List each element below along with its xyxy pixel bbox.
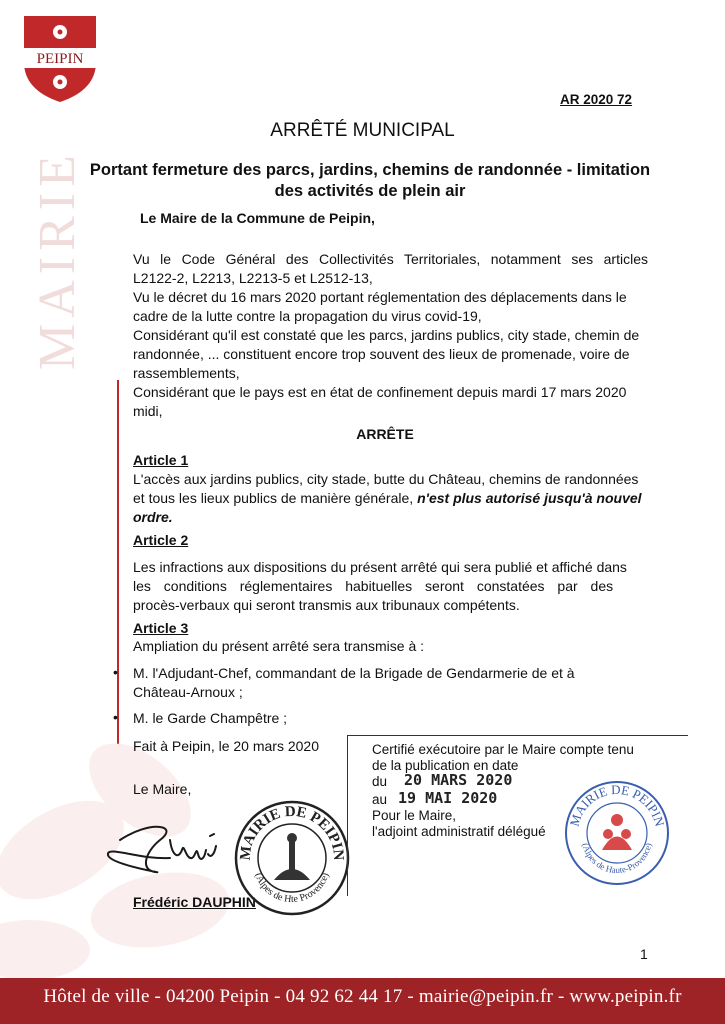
article-text: et tous les lieux publics de manière générale,: [133, 490, 418, 506]
arrete-heading: ARRÊTE: [356, 426, 414, 442]
fait-date: Fait à Peipin, le 20 mars 2020: [133, 738, 319, 754]
bullet-line: M. l'Adjudant-Chef, commandant de la Brigade de Gendarmerie de et à: [133, 665, 575, 681]
reference-number: AR 2020 72: [560, 92, 633, 107]
page-subtitle: [80, 160, 660, 202]
article-line: [133, 508, 648, 527]
article-line: les conditions réglementaires habituelles seront constatées par des: [133, 578, 614, 594]
article-line: L'accès aux jardins publics, city stade, butte du Château, chemins de randonnées: [133, 471, 639, 487]
considerant-line: cadre de la lutte contre la propagation du virus covid-19,: [133, 308, 482, 324]
page-title: ARRÊTÉ MUNICIPAL: [270, 120, 455, 141]
article-emphasis: ordre.: [133, 509, 173, 525]
footer-contact: Hôtel de ville - 04200 Peipin - 04 92 62 44 17 - mairie@peipin.fr - www.peipin.fr: [43, 986, 682, 1007]
cert-line: Pour le Maire,: [372, 808, 457, 823]
considerant-line: rassemblements,: [133, 365, 240, 381]
peipin-crest-logo: [20, 12, 100, 104]
mairie-watermark: MAIRIE: [29, 149, 86, 371]
le-maire-label: Le Maire,: [133, 781, 192, 797]
svg-text:PEIPIN: PEIPIN: [36, 51, 84, 67]
considerant-line: Vu le décret du 16 mars 2020 portant réglementation des déplacements dans le: [133, 289, 627, 305]
bullet-dot: •: [113, 709, 118, 725]
svg-text:MAIRIE DE PEIPIN: MAIRIE DE PEIPIN: [237, 803, 347, 861]
subtitle-line: des activités de plein air: [274, 182, 466, 200]
considerant-line: midi,: [133, 403, 163, 419]
article-3-intro: Ampliation du présent arrêté sera transmise à :: [133, 638, 425, 654]
svg-text:MAIRIE DE PEIPIN: MAIRIE DE PEIPIN: [566, 781, 668, 828]
considerant-line: Vu le Code Général des Collectivités Territoriales, notamment ses articles: [133, 251, 648, 267]
cert-line: de la publication en date: [372, 758, 519, 773]
mayor-line: Le Maire de la Commune de Peipin,: [140, 210, 375, 226]
considerant-line: L2122-2, L2213, L2213-5 et L2512-13,: [133, 270, 373, 286]
cert-au-date-stamp: 19 MAI 2020: [398, 789, 498, 807]
article-2-body: [133, 558, 648, 615]
article-line: [133, 489, 648, 508]
bullet-dot: •: [113, 664, 118, 680]
article-3-heading: Article 3: [133, 620, 189, 636]
considerant-line: Considérant que le pays est en état de confinement depuis mardi 17 mars 2020: [133, 384, 627, 400]
cert-du-label: du: [372, 774, 388, 789]
handwritten-signature: [100, 810, 240, 880]
page-number: 1: [640, 946, 648, 962]
article-line: Les infractions aux dispositions du présent arrêté qui sera publié et affiché dans: [133, 559, 627, 575]
cert-line: l'adjoint administratif délégué: [372, 824, 546, 839]
cert-du-date-stamp: 20 MARS 2020: [404, 771, 513, 789]
mairie-seal-color: [562, 778, 672, 888]
bullet-item: [133, 664, 648, 702]
article-line: procès-verbaux qui seront transmis aux tribunaux compétents.: [133, 597, 520, 613]
considerants: [133, 250, 648, 421]
bullet-item: M. le Garde Champêtre ;: [133, 710, 288, 726]
signatory-name: Frédéric DAUPHIN: [133, 894, 256, 910]
article-emphasis: n'est plus autorisé jusqu'à nouvel: [417, 490, 642, 506]
cert-line: Certifié exécutoire par le Maire compte tenu: [372, 742, 634, 757]
article-1-heading: Article 1: [133, 452, 189, 468]
mairie-seal: [232, 798, 352, 918]
svg-text:(Alpes de Hte Provence): (Alpes de Hte Provence): [252, 871, 332, 906]
article-1-body: [133, 470, 648, 527]
svg-text:(Alpes de Haute-Provence): (Alpes de Haute-Provence): [580, 842, 654, 876]
article-2-heading: Article 2: [133, 532, 189, 548]
bullet-line: Château-Arnoux ;: [133, 684, 243, 700]
considerant-line: randonnée, ... constituent encore trop souvent des lieux de promenade, voire de: [133, 346, 630, 362]
cert-au-label: au: [372, 792, 388, 807]
considerant-line: Considérant qu'il est constaté que les parcs, jardins publics, city stade, chemin de: [133, 327, 640, 343]
subtitle-line: Portant fermeture des parcs, jardins, chemins de randonnée - limitation: [89, 161, 651, 179]
